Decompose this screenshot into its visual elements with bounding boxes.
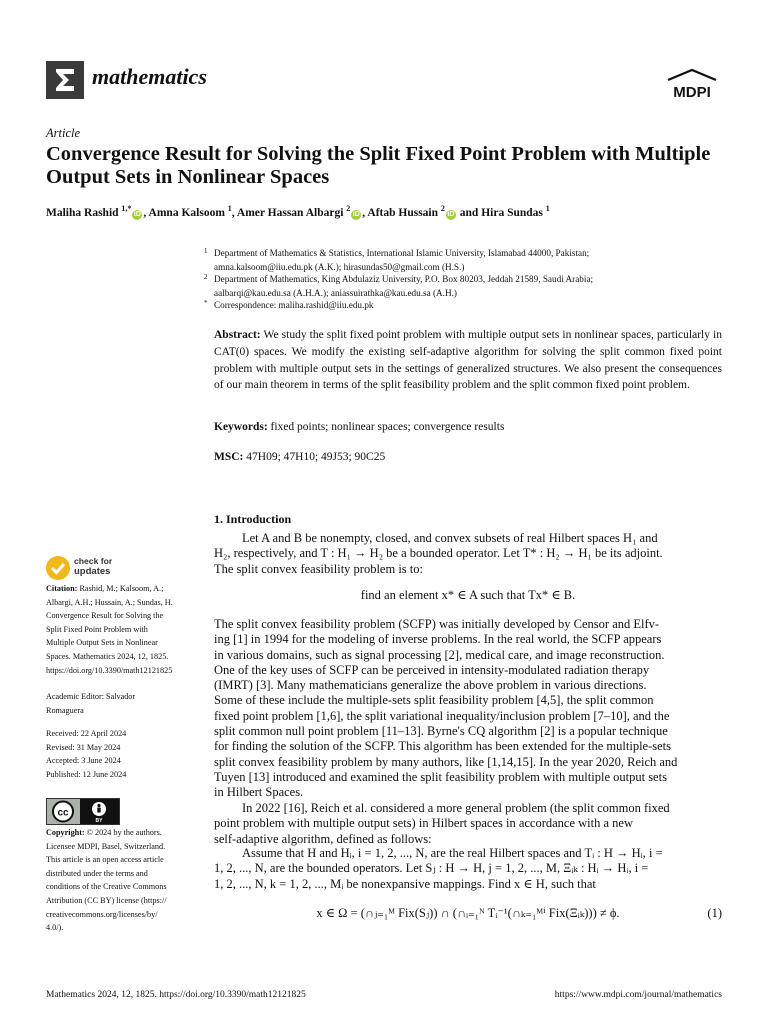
affiliation: 1 Department of Mathematics & Statistics, International Islamic University, Islamabad 44000, Pakistan; amna.kalsoom@iiu.edu.pk (A.K.); hirasundas50@gmail.com (H.S.)	[204, 247, 590, 272]
dates-block: Received: 22 April 2024 Revised: 31 May 2024 Accepted: 3 June 2024 Published: 12 June 2024	[46, 729, 127, 779]
citation-block: Citation: Rashid, M.; Kalsoom, A.; Albargi, A.H.; Hussain, A.; Sundas, H. Convergence Result for Solving the Split Fixed Point Problem with Multiple Output Sets in Nonlinear Spaces. Mathematics 2024, 12, 1825. https://doi.org/10.3390/math12121825	[46, 582, 204, 677]
footer-journal-link[interactable]: https://www.mdpi.com/journal/mathematics	[554, 990, 722, 1000]
article-type: Article	[46, 126, 81, 140]
msc-codes: MSC: 47H09; 47H10; 49J53; 90C25	[214, 451, 386, 463]
publisher-name: MDPI	[673, 84, 711, 101]
section-heading: 1. Introduction	[214, 512, 292, 526]
paragraph: Assume that H and Hᵢ, i = 1, 2, ..., N, are the real Hilbert spaces and Tᵢ : H → Hᵢ, i = 1, 2, ..., N, are the bounded operators. Let Sⱼ : H → H, j = 1, 2, ..., M, Ξᵢₖ : Hᵢ → Hᵢ, i = 1, 2, ..., N, k = 1, 2, ..., Mᵢ be nonexpansive mappings. Find x ∈ H, such that	[214, 846, 663, 891]
keywords: Keywords: fixed points; nonlinear spaces; convergence results	[214, 421, 505, 433]
check-updates-icon[interactable]	[46, 556, 70, 580]
paragraph: In 2022 [16], Reich et al. considered a more general problem (the split common fixed point problem with multiple output sets) in Hilbert spaces in accordance with a new self-adaptive algorithm, defined as follows:	[214, 801, 670, 846]
footer-citation[interactable]: Mathematics 2024, 12, 1825. https://doi.org/10.3390/math12121825	[46, 990, 306, 1000]
author-name: Amer Hassan Albargi	[236, 206, 344, 219]
author-name: Aftab Hussain	[367, 206, 439, 219]
svg-text:cc: cc	[57, 807, 69, 819]
paragraph: The split convex feasibility problem (SCFP) was initially developed by Censor and Elfv- ing [1] in 1994 for the modeling of inverse problems. In the real world, the SCFP appears in various domains, such as signal processing [2], medical care, and image reconstruction. One of the key uses of SCFP can be perceived in intensity-modulated radiation therapy (IMRT) [3]. Many mathematicians generalize the above problem in various directions. Some of these include the multiple-sets split feasibility problem [4,5], the split common fixed point problem [1,6], the split variational inequality/inclusion problem [7–10], and the split common null point problem [11–13]. Byrne's CQ algorithm [2] is a popular technique for finding the solution of the SCFP. This algorithm has been extended for the multiple-sets split convex feasibility problem by many authors, like [1,14,15]. In the year 2020, Reich and Tuyen [13] introduced and examined the split feasibility problem with multiple output sets in Hilbert Spaces.	[214, 617, 678, 800]
orcid-icon[interactable]: iD	[352, 210, 360, 218]
correspondence: * Correspondence: maliha.rashid@iiu.edu.pk	[204, 299, 374, 310]
journal-name: mathematics	[92, 64, 207, 89]
svg-text:BY: BY	[95, 818, 103, 824]
equation-number: (1)	[707, 906, 722, 920]
display-equation: x ∈ Ω = (∩ⱼ₌₁ᴹ Fix(Sⱼ)) ∩ (∩ᵢ₌₁ᴺ Tᵢ⁻¹(∩ₖ₌₁ᴹⁱ Fix(Ξᵢₖ))) ≠ ϕ.	[316, 906, 620, 920]
paper-title: Convergence Result for Solving the Split Fixed Point Problem with Multiple Output Sets in Nonlinear Spaces	[46, 143, 711, 188]
orcid-icon[interactable]: iD	[447, 210, 455, 218]
journal-logo	[46, 61, 84, 99]
mdpi-logo	[664, 68, 720, 102]
abstract: Abstract: We study the split fixed point problem with multiple output sets in nonlinear spaces, particularly in CAT(0) spaces. We modify the existing self-adaptive algorithm for solving the split common fixed point problem with multiple output sets in the settings of generalized structures. We also present the consequences of our main theorem in terms of the split feasibility problem and the split common fixed point problem.	[214, 329, 722, 392]
cc-by-badge[interactable]	[46, 798, 120, 825]
author-name: Maliha Rashid	[46, 206, 119, 219]
copyright-block: Copyright: © 2024 by the authors. Licensee MDPI, Basel, Switzerland. This article is an open access article distributed under the terms and conditions of the Creative Commons Attribution (CC BY) license (https:// creativecommons.org/licenses/by/ 4.0/).	[46, 828, 167, 933]
affiliation: 2 Department of Mathematics, King Abdulaziz University, P.O. Box 80203, Jeddah 21589, Saudi Arabia; aalbarqi@kau.edu.sa (A.H.A.); aniassuirathka@kau.edu.sa (A.H.)	[204, 273, 594, 298]
author-list: Maliha Rashid $^{1,*}$iD , Amna Kalsoom $^1$, Amer Hassan Albargi $^2$iD , Aftab Hussain $^2$iD and Hira Sundas $^1$	[46, 204, 550, 219]
orcid-icon[interactable]: iD	[133, 210, 141, 218]
display-equation: find an element x* ∈ A such that Tx* ∈ B.	[360, 588, 576, 602]
author-name: Amna Kalsoom	[148, 206, 225, 219]
author-name: Hira Sundas	[481, 206, 543, 219]
check-updates-label[interactable]: check for updates	[74, 556, 113, 577]
doi-link[interactable]: https://doi.org/10.3390/math12121825	[46, 665, 173, 675]
academic-editor: Academic Editor: Salvador Romaguera	[46, 692, 136, 715]
paragraph: Let A and B be nonempty, closed, and convex subsets of real Hilbert spaces H₁ and H₂, respectively, and T : H₁ → H₂ be a bounded operator. Let T* : H₂ → H₁ be its adjoint. The split convex feasibility problem is to:	[214, 531, 663, 576]
